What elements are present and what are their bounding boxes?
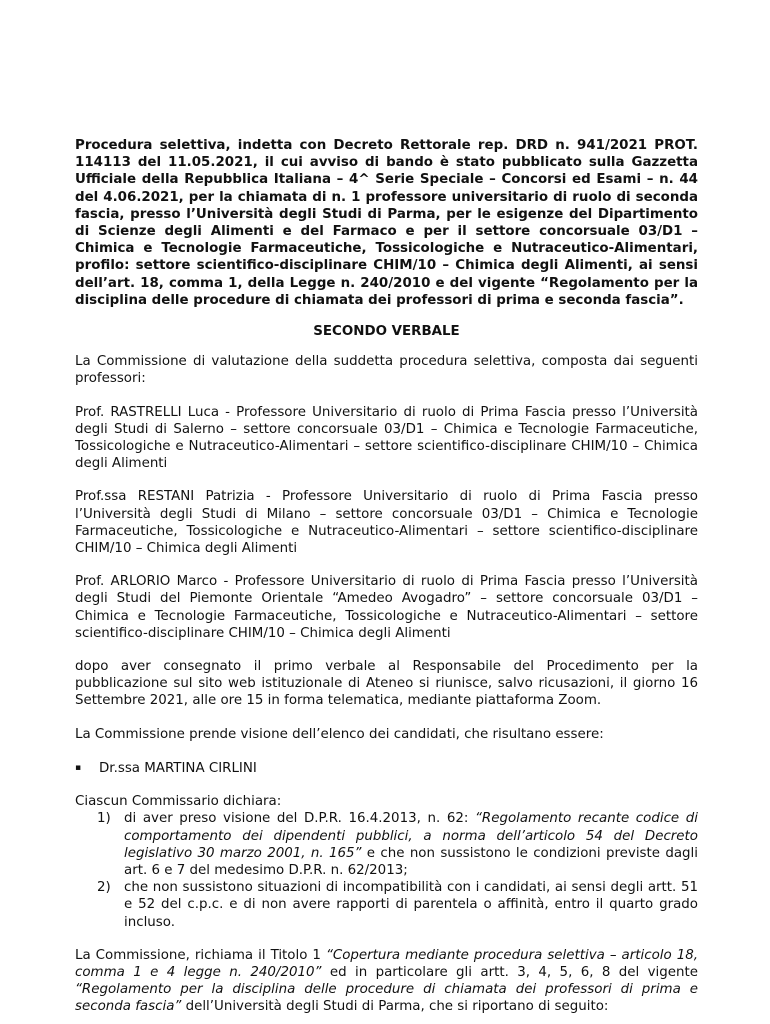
- commission-member: Prof.ssa RESTANI Patrizia - Professore Universitario di ruolo di Prima Fascia presso l’Università degli Studi di Milano – settore concorsuale 03/D1 – Chimica e Tecnologie Farmaceutiche, Tossicologiche e Nutraceutico-Alimentari – settore scientifico-disciplinare CHIM/10 – Chimica degli Alimenti: [75, 489, 698, 557]
- closing-text: ed in particolare gli artt. 3, 4, 5, 6, 8 del vigente: [321, 964, 698, 980]
- declaration-text: di aver preso visione del D.P.R. 16.4.2013, n. 62:: [124, 811, 475, 827]
- declaration-list: [75, 810, 698, 930]
- declaration-text: che non sussistono situazioni di incompatibilità con i candidati, ai sensi degli artt. 51 e 52 del c.p.c. e di non avere rapporti di parentela o affinità, entro il quarto grado incluso.: [124, 880, 698, 930]
- declaration-item: [75, 810, 698, 879]
- commission-member: Prof. RASTRELLI Luca - Professore Universitario di ruolo di Prima Fascia presso l’Università degli Studi di Salerno – settore concorsuale 03/D1 – Chimica e Tecnologie Farmaceutiche, Tossicologiche e Nutraceutico-Alimentari – settore scientifico-disciplinare CHIM/10 – Chimica degli Alimenti: [75, 404, 698, 472]
- square-bullet-icon: ▪: [75, 762, 82, 773]
- candidate-list-item: [75, 760, 698, 777]
- candidate-name: Dr.ssa MARTINA CIRLINI: [99, 760, 257, 776]
- declaration-item: [75, 879, 698, 931]
- document-page: [75, 137, 698, 1016]
- regulation-citation: “Regolamento recante codice di comportamento dei dipendenti pubblici, a norma dell’articolo 54 del Decreto legislativo 30 marzo 2001, n. 165”: [124, 811, 698, 861]
- commission-intro: La Commissione di valutazione della suddetta procedura selettiva, composta dai seguenti professori:: [75, 354, 698, 387]
- closing-text: dell’Università degli Studi di Parma, che si riportano di seguito:: [181, 999, 609, 1015]
- meeting-paragraph: dopo aver consegnato il primo verbale al Responsabile del Procedimento per la pubblicazione sul sito web istituzionale di Ateneo si riunisce, salvo ricusazioni, il giorno 16 Settembre 2021, alle ore 15 in forma telematica, mediante piattaforma Zoom.: [75, 659, 698, 709]
- document-title: SECONDO VERBALE: [313, 324, 460, 340]
- closing-paragraph: [75, 947, 698, 1016]
- list-number: 1): [97, 811, 111, 827]
- regulation-citation: “Regolamento per la disciplina delle procedure di chiamata dei professori di prima e seconda fascia”: [75, 982, 698, 1015]
- declaration-intro: Ciascun Commissario dichiara:: [75, 794, 282, 810]
- declaration-text: e che non sussistono le condizioni previste dagli art. 6 e 7 del medesimo D.P.R. n. 62/2013;: [124, 845, 698, 878]
- candidates-intro: La Commissione prende visione dell’elenco dei candidati, che risultano essere:: [75, 726, 604, 742]
- procedure-header: Procedura selettiva, indetta con Decreto Rettorale rep. DRD n. 941/2021 PROT. 114113 del 11.05.2021, il cui avviso di bando è stato pubblicato sulla Gazzetta Ufficiale della Repubblica Italiana – 4^ Serie Speciale – Concorsi ed Esami – n. 44 del 4.06.2021, per la chiamata di n. 1 professore universitario di ruolo di seconda fascia, presso l’Università degli Studi di Parma, per le esigenze del Dipartimento di Scienze degli Alimenti e del Farmaco e per il settore concorsuale 03/D1 – Chimica e Tecnologie Farmaceutiche, Tossicologiche e Nutraceutico-Alimentari, profilo: settore scientifico-disciplinare CHIM/10 – Chimica degli Alimenti, ai sensi dell’art. 18, comma 1, della Legge n. 240/2010 e del vigente “Regolamento per la disciplina delle procedure di chiamata dei professori di prima e seconda fascia”.: [75, 138, 698, 308]
- commission-member: Prof. ARLORIO Marco - Professore Universitario di ruolo di Prima Fascia presso l’Università degli Studi del Piemonte Orientale “Amedeo Avogadro” – settore concorsuale 03/D1 – Chimica e Tecnologie Farmaceutiche, Tossicologiche e Nutraceutico-Alimentari – settore scientifico-disciplinare CHIM/10 – Chimica degli Alimenti: [75, 574, 698, 641]
- list-number: 2): [97, 880, 111, 896]
- closing-text: La Commissione, richiama il Titolo 1: [75, 947, 326, 963]
- title-citation: “Copertura mediante procedura selettiva – articolo 18, comma 1 e 4 legge n. 240/2010”: [75, 947, 698, 980]
